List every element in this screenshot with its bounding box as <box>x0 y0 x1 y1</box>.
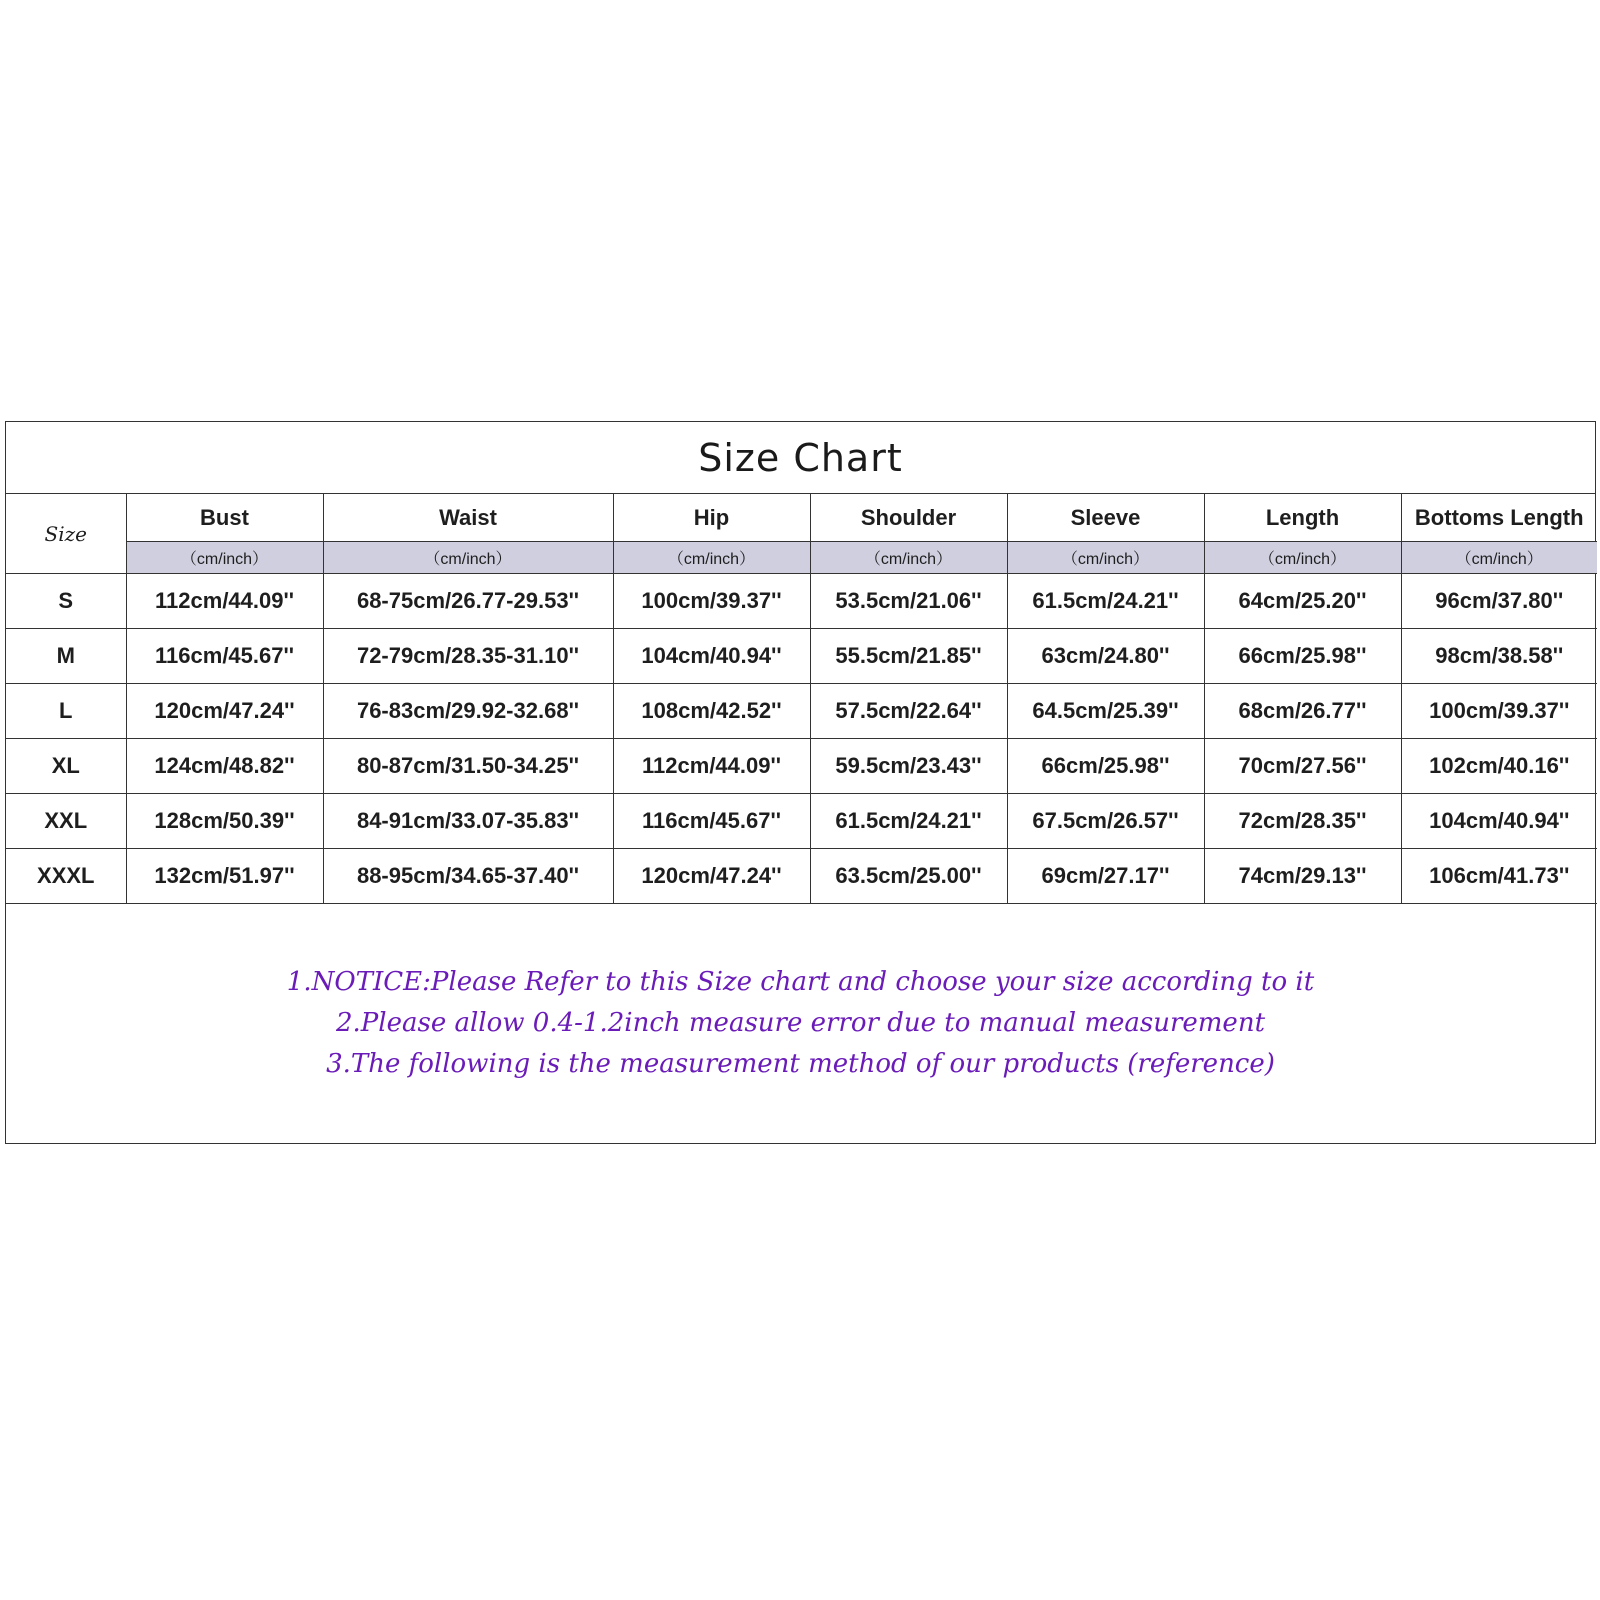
table-cell: 63.5cm/25.00'' <box>810 849 1007 904</box>
table-cell: 88-95cm/34.65-37.40'' <box>323 849 613 904</box>
table-cell: 104cm/40.94'' <box>613 629 810 684</box>
table-cell: 98cm/38.58'' <box>1401 629 1597 684</box>
size-column-header: Size <box>6 494 126 574</box>
table-cell: 61.5cm/24.21'' <box>810 794 1007 849</box>
table-cell: 112cm/44.09'' <box>126 574 323 629</box>
size-label: L <box>6 684 126 739</box>
unit-label: （cm/inch） <box>1007 542 1204 574</box>
table-row <box>6 849 1597 904</box>
unit-label: （cm/inch） <box>613 542 810 574</box>
table-row <box>6 739 1597 794</box>
table-cell: 74cm/29.13'' <box>1204 849 1401 904</box>
table-cell: 72-79cm/28.35-31.10'' <box>323 629 613 684</box>
table-cell: 120cm/47.24'' <box>613 849 810 904</box>
unit-label: （cm/inch） <box>126 542 323 574</box>
table-cell: 84-91cm/33.07-35.83'' <box>323 794 613 849</box>
column-header-shoulder: Shoulder <box>810 494 1007 542</box>
table-cell: 96cm/37.80'' <box>1401 574 1597 629</box>
header-name-row <box>6 494 1597 542</box>
table-cell: 100cm/39.37'' <box>613 574 810 629</box>
chart-title: Size Chart <box>6 422 1595 494</box>
table-cell: 112cm/44.09'' <box>613 739 810 794</box>
table-cell: 63cm/24.80'' <box>1007 629 1204 684</box>
table-row <box>6 794 1597 849</box>
unit-label: （cm/inch） <box>1204 542 1401 574</box>
table-cell: 59.5cm/23.43'' <box>810 739 1007 794</box>
table-cell: 68-75cm/26.77-29.53'' <box>323 574 613 629</box>
size-table <box>6 494 1597 904</box>
table-cell: 69cm/27.17'' <box>1007 849 1204 904</box>
table-cell: 106cm/41.73'' <box>1401 849 1597 904</box>
table-cell: 128cm/50.39'' <box>126 794 323 849</box>
table-cell: 120cm/47.24'' <box>126 684 323 739</box>
table-cell: 64.5cm/25.39'' <box>1007 684 1204 739</box>
notice-line: 2.Please allow 0.4-1.2inch measure error due to manual measurement <box>335 1008 1266 1038</box>
size-label: XXXL <box>6 849 126 904</box>
table-row <box>6 574 1597 629</box>
table-cell: 104cm/40.94'' <box>1401 794 1597 849</box>
table-cell: 72cm/28.35'' <box>1204 794 1401 849</box>
size-label: XXL <box>6 794 126 849</box>
table-cell: 64cm/25.20'' <box>1204 574 1401 629</box>
table-row <box>6 684 1597 739</box>
notice-block <box>6 962 1595 1085</box>
table-cell: 61.5cm/24.21'' <box>1007 574 1204 629</box>
table-cell: 102cm/40.16'' <box>1401 739 1597 794</box>
size-label: M <box>6 629 126 684</box>
table-cell: 53.5cm/21.06'' <box>810 574 1007 629</box>
column-header-hip: Hip <box>613 494 810 542</box>
column-header-bust: Bust <box>126 494 323 542</box>
table-cell: 100cm/39.37'' <box>1401 684 1597 739</box>
table-cell: 116cm/45.67'' <box>613 794 810 849</box>
header-unit-row <box>6 542 1597 574</box>
column-header-sleeve: Sleeve <box>1007 494 1204 542</box>
table-cell: 132cm/51.97'' <box>126 849 323 904</box>
size-chart <box>5 421 1596 1144</box>
table-cell: 70cm/27.56'' <box>1204 739 1401 794</box>
column-header-length: Length <box>1204 494 1401 542</box>
table-cell: 66cm/25.98'' <box>1007 739 1204 794</box>
table-cell: 76-83cm/29.92-32.68'' <box>323 684 613 739</box>
table-row <box>6 629 1597 684</box>
table-cell: 55.5cm/21.85'' <box>810 629 1007 684</box>
table-cell: 66cm/25.98'' <box>1204 629 1401 684</box>
unit-label: （cm/inch） <box>1401 542 1597 574</box>
notice-line: 3.The following is the measurement method of our products (reference) <box>326 1049 1275 1079</box>
size-label: S <box>6 574 126 629</box>
notice-line: 1.NOTICE:Please Refer to this Size chart and choose your size according to it <box>286 967 1315 997</box>
column-header-bottoms-length: Bottoms Length <box>1401 494 1597 542</box>
table-cell: 80-87cm/31.50-34.25'' <box>323 739 613 794</box>
table-cell: 124cm/48.82'' <box>126 739 323 794</box>
table-cell: 108cm/42.52'' <box>613 684 810 739</box>
unit-label: （cm/inch） <box>323 542 613 574</box>
size-label: XL <box>6 739 126 794</box>
unit-label: （cm/inch） <box>810 542 1007 574</box>
column-header-waist: Waist <box>323 494 613 542</box>
table-cell: 57.5cm/22.64'' <box>810 684 1007 739</box>
table-cell: 67.5cm/26.57'' <box>1007 794 1204 849</box>
table-cell: 116cm/45.67'' <box>126 629 323 684</box>
table-cell: 68cm/26.77'' <box>1204 684 1401 739</box>
